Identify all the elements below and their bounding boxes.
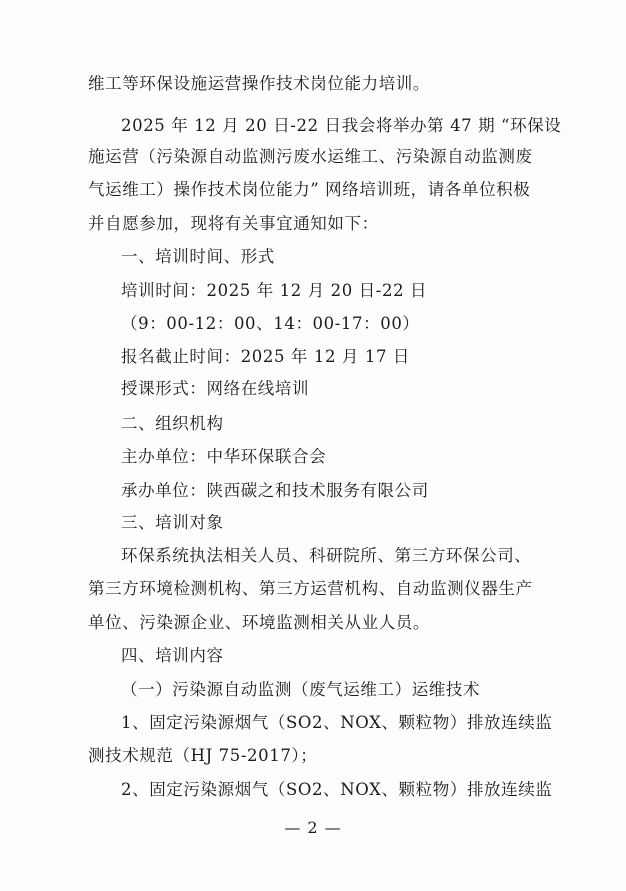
section-heading-3: 三、培训对象 <box>121 513 224 532</box>
text-line-20: 1、固定污染源烟气（SO2、NOX、颗粒物）排放连续监 <box>121 713 553 732</box>
text-line-4: 气运维工）操作技术岗位能力” 网络培训班，请各单位积极 <box>88 180 531 199</box>
section-heading-1: 一、培训时间、形式 <box>121 247 275 266</box>
text-line-10: 授课形式：网络在线培训 <box>121 379 310 398</box>
page-number: — 2 — <box>284 818 342 837</box>
text-line-8: （9：00-12：00、14：00-17：00） <box>121 314 420 333</box>
text-line-13: 承办单位：陕西碳之和技术服务有限公司 <box>121 481 429 500</box>
section-heading-4: 四、培训内容 <box>121 646 224 665</box>
text-line-16: 第三方环境检测机构、第三方运营机构、自动监测仪器生产 <box>88 579 533 598</box>
text-line-12: 主办单位：中华环保联合会 <box>121 447 327 466</box>
text-line-21: 测技术规范（HJ 75-2017）； <box>88 746 318 765</box>
text-line-7: 培训时间：2025 年 12 月 20 日-22 日 <box>121 281 428 300</box>
text-line-2: 2025 年 12 月 20 日-22 日我会将举办第 47 期 “环保设 <box>121 116 562 135</box>
subsection-heading-1: （一）污染源自动监测（废气运维工）运维技术 <box>121 680 481 699</box>
text-line-17: 单位、污染源企业、环境监测相关从业人员。 <box>88 613 430 632</box>
section-heading-2: 二、组织机构 <box>121 414 224 433</box>
text-line-9: 报名截止时间：2025 年 12 月 17 日 <box>121 347 411 366</box>
text-line-15: 环保系统执法相关人员、科研院所、第三方环保公司、 <box>121 546 532 565</box>
text-line-22: 2、固定污染源烟气（SO2、NOX、颗粒物）排放连续监 <box>121 780 553 799</box>
text-line-3: 施运营（污染源自动监测污废水运维工、污染源自动监测废 <box>88 147 533 166</box>
text-line-1: 维工等环保设施运营操作技术岗位能力培训。 <box>88 74 430 93</box>
text-line-5: 并自愿参加，现将有关事宜通知如下： <box>88 214 379 233</box>
